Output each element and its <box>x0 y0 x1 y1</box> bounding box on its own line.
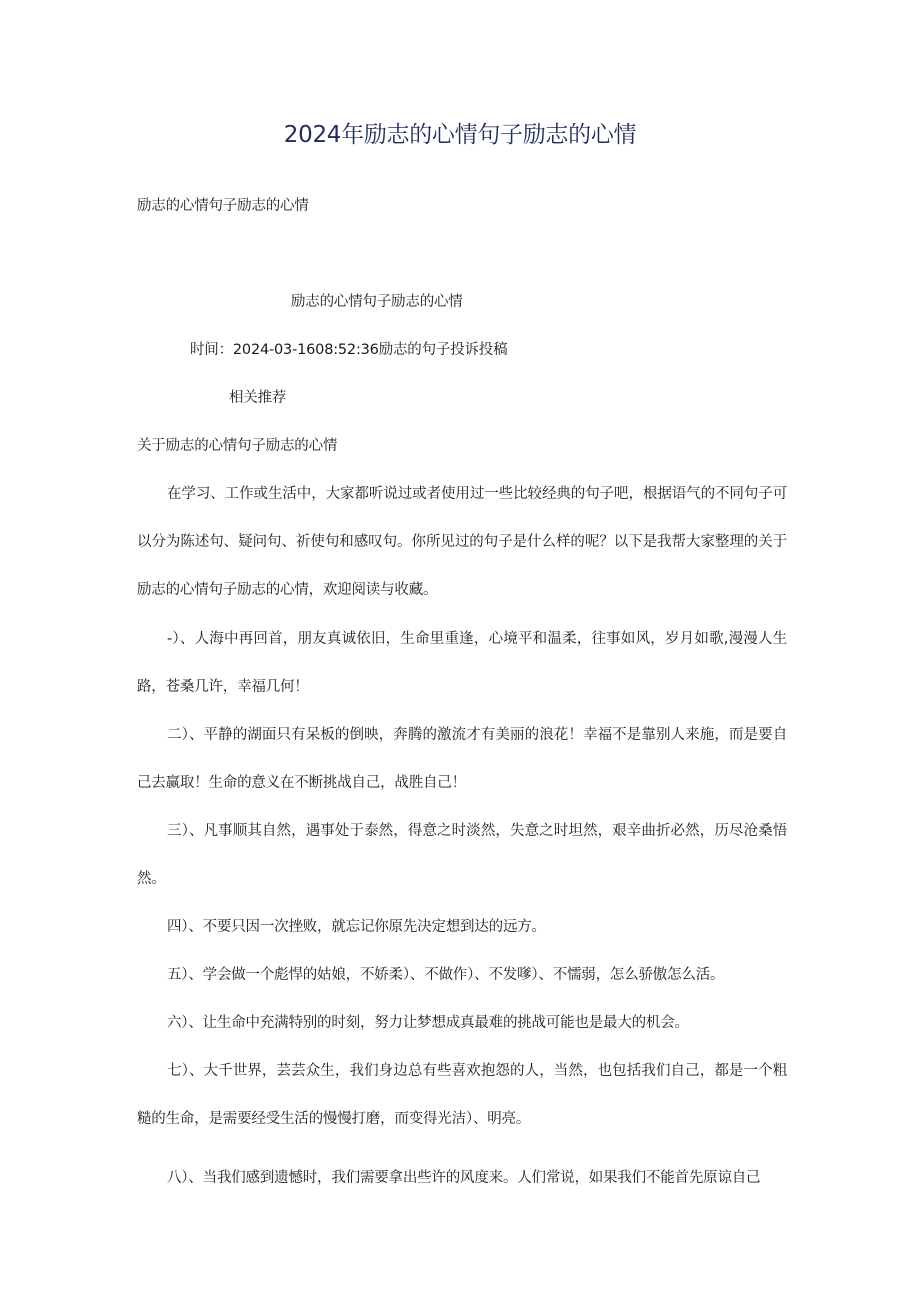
article-heading: 励志的心情句子励志的心情 <box>291 294 463 310</box>
list-item: 三）、凡事顺其自然，遇事处于泰然，得意之时淡然，失意之时坦然，艰辛曲折必然，历尽沧桑悟然。 <box>137 823 787 887</box>
list-item: 二）、平静的湖面只有呆板的倒映，奔腾的激流才有美丽的浪花！幸福不是靠别人来施，而是要自己去赢取！生命的意义在不断挑战自己，战胜自己！ <box>137 727 787 791</box>
list-item: 八）、当我们感到遗憾时，我们需要拿出些许的风度来。人们常说，如果我们不能首先原谅自己 <box>167 1170 761 1186</box>
article-meta: 时间：2024-03-1608:52:36励志的句子投诉投稿 <box>190 342 508 358</box>
list-item: -）、人海中再回首，朋友真诚依旧，生命里重逢，心境平和温柔，往事如风，岁月如歌,漫漫人生路，苍桑几许，幸福几何！ <box>137 631 787 695</box>
intro-paragraph: 在学习、工作或生活中，大家都听说过或者使用过一些比较经典的句子吧，根据语气的不同句子可以分为陈述句、疑问句、祈使句和感叹句。你所见过的句子是什么样的呢？以下是我帮大家整理的关于励志的心情句子励志的心情，欢迎阅读与收藏。 <box>137 486 787 598</box>
document-title: 2024年励志的心情句子励志的心情 <box>283 122 637 148</box>
related-recommendations: 相关推荐 <box>229 390 287 406</box>
list-item: 四）、不要只因一次挫败，就忘记你原先决定想到达的远方。 <box>167 919 546 935</box>
document-subtitle: 励志的心情句子励志的心情 <box>137 198 309 214</box>
list-item: 六）、让生命中充满特别的时刻，努力让梦想成真最难的挑战可能也是最大的机会。 <box>167 1015 689 1031</box>
list-item: 七）、大千世界，芸芸众生，我们身边总有些喜欢抱怨的人，当然，也包括我们自己，都是一个粗糙的生命，是需要经受生活的慢慢打磨，而变得光洁）、明亮。 <box>137 1063 787 1127</box>
list-item: 五）、学会做一个彪悍的姑娘，不娇柔）、不做作）、不发嗲）、不懦弱，怎么骄傲怎么活。 <box>167 967 725 983</box>
section-heading: 关于励志的心情句子励志的心情 <box>137 438 338 454</box>
